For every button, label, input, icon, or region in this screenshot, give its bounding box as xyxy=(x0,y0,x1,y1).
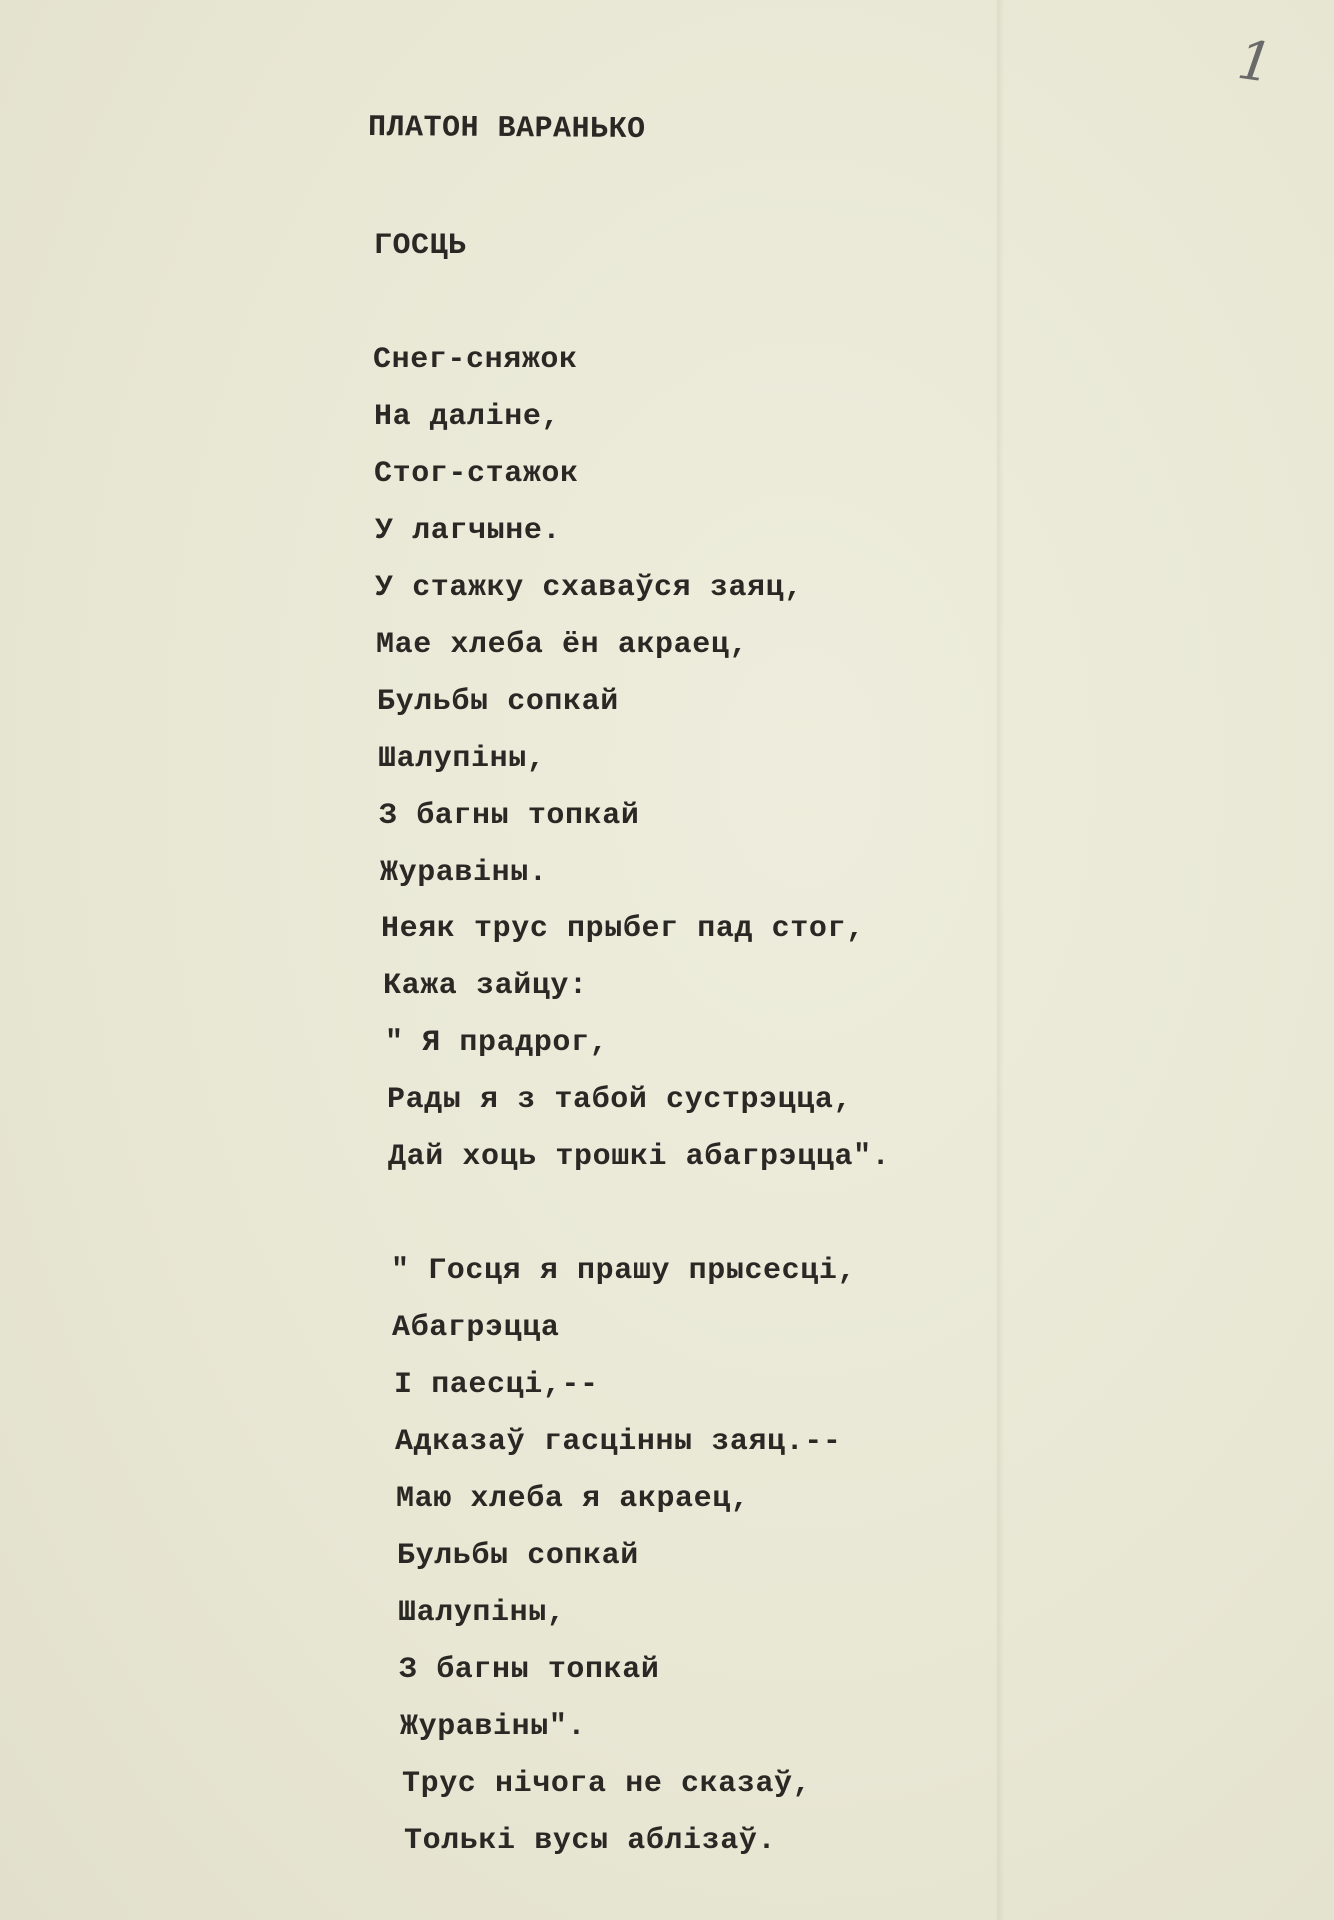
poem-line: Неяк трус прыбег пад стог, xyxy=(381,912,865,946)
poem-line: На даліне, xyxy=(374,400,561,434)
poem-line: І паесці,-- xyxy=(394,1368,599,1402)
poem-line: Маю хлеба я акраец, xyxy=(396,1482,750,1516)
poem-line: Шалупіны, xyxy=(378,742,546,776)
poem-line: Стог-стажок xyxy=(374,457,579,491)
poem-line: Бульбы сопкай xyxy=(377,685,619,719)
poem-line: Снег-сняжок xyxy=(373,343,578,377)
poem-line: У лагчыне. xyxy=(375,514,562,548)
poem-line: " Я прадрог, xyxy=(385,1026,609,1060)
poem-line: Кажа зайцу: xyxy=(383,969,588,1003)
poem-line: Журавіны. xyxy=(380,856,548,890)
poem-title: ГОСЦЬ xyxy=(374,229,467,263)
poem-line: Мае хлеба ён акраец, xyxy=(376,628,749,662)
poem-line: Адказаў гасцінны заяц.-- xyxy=(395,1425,842,1459)
poem-line: З багны топкай xyxy=(399,1653,660,1687)
poem-line: Абагрэцца xyxy=(392,1311,560,1345)
poem-line: " Госця я прашу прысесці, xyxy=(391,1254,857,1288)
poem-line: З багны топкай xyxy=(379,799,640,833)
poem-line: Толькі вусы аблізаў. xyxy=(404,1824,777,1858)
poem-line: Трус нічога не сказаў, xyxy=(402,1767,812,1801)
poem-line: Бульбы сопкай xyxy=(397,1539,639,1573)
poem-line: У стажку схаваўся заяц, xyxy=(375,571,803,605)
page-number: 1 xyxy=(1233,27,1277,96)
poem-line: Журавіны". xyxy=(400,1710,587,1744)
poem-line: Рады я з табой сустрэцца, xyxy=(387,1083,853,1117)
author-name: ПЛАТОН ВАРАНЬКО xyxy=(367,111,646,147)
poem-line: Дай хоць трошкі абагрэцца". xyxy=(388,1140,891,1174)
poem-line: Шалупіны, xyxy=(398,1596,566,1630)
